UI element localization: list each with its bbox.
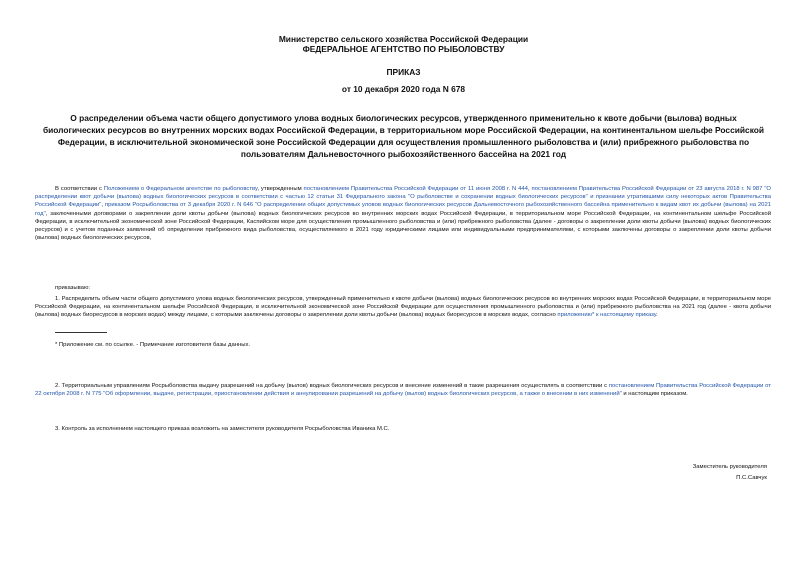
footnote-divider [55,332,107,333]
item-1-text: 1. Распределить объем части общего допустимого улова водных биологических ресурсов, утвержденный применительно к квоте добычи (вылова) водных биологических ресурсов во внутренних морских водах Российской Федерации, в территориальном море Российской Федерации, на континентальном шельфе Российской Федерации, в исключительной экономической зоне Российской Федерации для осуществления промышленного рыболовства и (или) прибрежного рыболовства на 2021 год (далее - квота добычи (вылова) водных биоресурсов в морских водах) между лицами, с которыми заключены договоры о закреплении доли квоты добычи (вылова) водных биоресурсов в морских водах, согласно [35,296,771,319]
item-2-paragraph [35,382,771,398]
ministry-name: Министерство сельского хозяйства Российской Федерации [278,34,529,44]
link-order-646[interactable]: приказом Росрыболовства от 3 декабря 2020 г. N 646 "О распределении общих допустимых уловов водных биологических ресурсов Дальневосточного рыбохозяйственного бассейна применительно к видам квот их добычи (вылова) на 2021 год" [35,202,772,217]
item-1-paragraph [35,295,771,320]
preamble-text-5: , заключенными договорами о закреплении доли квоты добычи (вылова) водных биологических ресурсов во внутренних морских водах Российской Федерации, в территориальном море Российской Федерации, на континентальном шельфе Российской Федерации, в исключительной экономической зоне Российской Федерации, Каспийском море для осуществления промышленного рыболовства и (или) прибрежного рыболовства (далее - договоры о закреплении доли квоты добычи (вылова) водных биологических ресурсов) и с учетом поданных заявлений об определении прибрежного вида рыболовства, осуществляемого в 2021 году юридическими лицами или индивидуальными предпринимателями, с которыми заключены договоры о закреплении доли квоты добычи (вылова) водных биологических ресурсов, [35,210,771,242]
link-government-decree-987[interactable]: постановлением Правительства Российской Федерации от 23 августа 2018 г. N 987 "О распределении квот добычи (вылова) водных биологических ресурсов в соответствии с частью 12 статьи 31 Федерального закона "О рыболовстве и сохранении водных биологических ресурсов" и признании утратившими силу некоторых актов Правительства Российской Федерации" [35,186,772,209]
link-government-decree-775[interactable]: постановлением Правительства Российской Федерации от 22 октября 2008 г. N 775 "Об оформлении, выдаче, регистрации, приостановлении действия и аннулировании разрешений на добычу (вылов) водных биологических ресурсов, а также о внесении в них изменений" [35,383,771,398]
document-title: О распределении объема части общего допустимого улова водных биологических ресурсов, утвержденного применительно к квоте добычи (вылова) водных биологических ресурсов во внутренних морских водах Российской Федерации, в территориальном море Российской Федерации, на континентальном шельфе Российской Федерации, в исключительной экономической зоне Российской Федерации для осуществления промышленного рыболовства и (или) прибрежного рыболовства по пользователям Дальневосточного рыбохозяйственного бассейна на 2021 год [42,113,765,159]
signatory-name: П.С.Савчук [736,475,767,481]
item-2-end: и настоящим приказом. [621,391,688,398]
preamble-text-4: , [101,202,105,209]
agency-name: ФЕДЕРАЛЬНОЕ АГЕНТСТВО ПО РЫБОЛОВСТВУ [302,44,505,54]
preamble-text-2: , утвержденным [257,186,304,192]
order-word: приказываю: [55,285,91,291]
link-appendix[interactable]: приложению* к настоящему приказу [557,312,657,319]
item-1-end: . [656,312,658,319]
preamble-text-1: В соответствии с [55,186,104,192]
link-regulation-agency[interactable]: Положением о Федеральном агентстве по рыболовству [103,186,258,192]
item-2-text: 2. Территориальным управлениям Росрыболовства выдачу разрешений на добычу (вылов) водных биологических ресурсов и внесение изменений в такие разрешения осуществлять в соответствии с [55,383,609,389]
document-type: ПРИКАЗ [386,67,421,77]
preamble-paragraph [35,185,771,242]
item-3-paragraph: 3. Контроль за исполнением настоящего приказа возложить на заместителя руководителя Росрыболовства Иваника М.С. [55,426,390,432]
preamble-text-3: , [527,186,532,192]
link-government-decree-444[interactable]: постановлением Правительства Российской Федерации от 11 июня 2008 г. N 444 [303,186,528,192]
footnote: * Приложение см. по ссылке. - Примечание изготовителя базы данных. [55,342,251,348]
signatory-position: Заместитель руководителя [692,464,767,470]
document-date-number: от 10 декабря 2020 года N 678 [341,84,466,94]
